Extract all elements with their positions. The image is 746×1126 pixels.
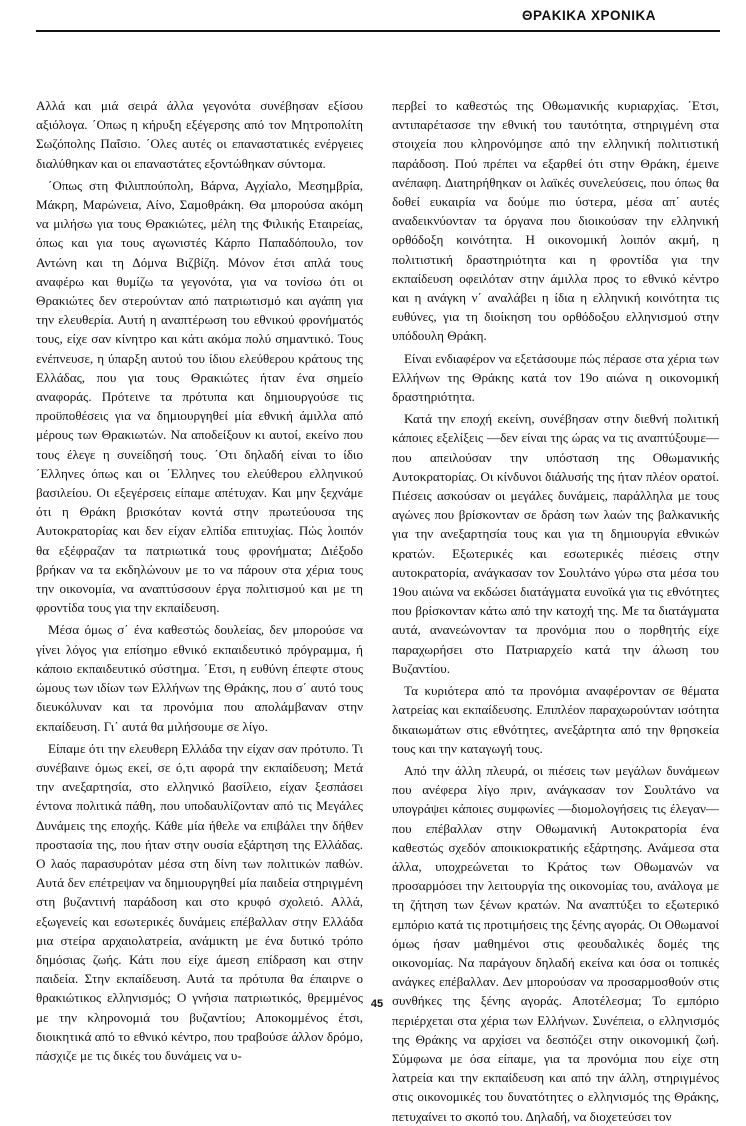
running-header-title: ΘΡΑΚΙΚΑ ΧΡΟΝΙΚΑ <box>521 8 656 23</box>
header-rule <box>36 30 720 32</box>
paragraph: Αλλά και μιά σειρά άλλα γεγονότα συνέβησαν εξίσου αξιόλογα. ΄Οπως η κήρυξη εξέγερσης από τον Μητροπολίτη Σωζόπολης Παΐσιο. ΄Ολες αυτές οι επαναστατικές ενέργειες διαλύθηκαν και οι επαναστάτες εξοντώθηκαν σύντομα. <box>36 98 363 171</box>
paragraph: Είναι ενδιαφέρον να εξετάσουμε πώς πέρασε στα χέρια των Ελλήνων της Θράκης κατά τον 19ο αιώνα η οικονομική δραστηριότητα. <box>392 350 719 405</box>
paragraph: ΄Οπως στη Φιλιππούπολη, Βάρνα, Αγχίαλο, Μεσημβρία, Μάκρη, Μαρώνεια, Αίνο, Σαμοθράκη. Θα μπορούσα ακόμη να μιλήσω για τους Θρακιώτες, μέλη της Φιλικής Εταιρείας, όπως και για τους αγωνιστές Κάρπο Παπαδόπουλο, τον Αντώνη και τη Δόμνα Βιζβίζη. Μόνον έτσι απλά τους αναφέρω και θυμίζω τα γεγονότα, για να τονίσω ότι οι Θρακιώτες δεν στερούνταν από πατριωτισμό και αγάπη για την ελευθερία. Αυτή η αναπτέρωση του εθνικού φρονήματός τους, είχε σαν κίνητρο και κάτι ακόμα πολύ σημαντικό. Τους ενέπνευσε, η ύπαρξη αυτού του ίδιου ελεύθερου κράτους της Ελλάδας, που για τους Θρακιώτες ήταν ένα σημείο αναφοράς. Πρότεινε τα πρότυπα και δημιουργούσε τις προϋποθέσεις για να δημιουργηθεί μία εθνική άμιλλα από μέρους των Θρακιωτών. Να αποδείξουν κι αυτοί, εκείνο που τους έλεγε η συνείδησή τους. ΄Οτι δηλαδή είναι το ίδιο ΄Ελληνες όπως και οι ΄Ελληνες του ελεύθερου ελληνικού βασιλείου. Οι εξεγέρσεις είπαμε απέτυχαν. Και μην ξεχνάμε ότι η Θράκη βρισκόταν κοντά στην πρωτεύουσα της Αυτοκρατορίας και δεν είχαν ελπίδα επιτυχίας. Πώς λοιπόν θα εξέφραζαν τα πατριωτικά τους φρονήματα; Διέξοδο βρήκαν να τα εκδηλώνουν με το να πάρουν στα χέρια τους την οικονομία, να αναπτύσσουν έργα πολιτισμού και με τη φροντίδα τους για την εκπαίδευση. <box>36 177 363 616</box>
paragraph: Από την άλλη πλευρά, οι πιέσεις των μεγάλων δυνάμεων που ανέφερα λίγο πριν, ανάγκασαν τον Σουλτάνο να υπογράψει κάποιες συμφωνίες —διομολογήσεις τις έλεγαν— που επέβαλλαν στην Οθωμανική Αυτοκρατορία ένα καθεστώς σχεδόν αποικιοκρατικής εξάρτησης. Ανάμεσα στα άλλα, υποχρεώνεται το Κράτος των Οθωμανών να προσαρμόσει την λειτουργία της οικονομίας του, ανάλογα με τη ζήτηση των ξένων κρατών. Να αναπτύξει το εξωτερικό εμπόριο κατά τις προτιμήσεις της ξένης αγοράς. Οι Οθωμανοί όμως ήσαν μαθημένοι στις φεουδαλικές δομές της οικονομίας. Να παράγουν δηλαδή εκείνα και όσα οι τοπικές ανάγκες επέβαλλαν. Δεν μπορούσαν να προσαρμοσθούν στις συνθήκες της ξένης αγοράς. Αποτέλεσμα; Το εμπόριο περιέρχεται στα χέρια των Ελλήνων. Συνέπεια, ο ελληνισμός της Θράκης να αρχίσει να δεσπόζει στην οικονομική ζωή. Σύμφωνα με όσα είπαμε, για τα προνόμια που είχε στη λατρεία και την εκπαίδευση και από την άλλη, στηριγμένος στις οικονομικές του δυνατότητες ο ελληνισμός της Θράκης, πετυχαίνει το σκοπό του. Δηλαδή, να διοχετεύσει τον <box>392 762 719 1124</box>
left-column <box>36 96 363 1065</box>
right-column <box>392 96 719 1126</box>
paragraph: Μέσα όμως σ΄ ένα καθεστώς δουλείας, δεν μπορούσε να γίνει λόγος για επίσημο εθνικό εκπαιδευτικό πρόγραμμα, ή κάποιο εκπαιδευτικό σύστημα. ΄Ετσι, η ευθύνη έπεφτε στους ώμους των ιδίων των Ελλήνων της Θράκης, που σ΄ αυτό τους διευκόλυναν και τα προνόμια που απολάμβαναν στην εκπαίδευση. Γι΄ αυτά θα μιλήσουμε σε λίγο. <box>36 622 363 734</box>
paragraph: Είπαμε ότι την ελευθερη Ελλάδα την είχαν σαν πρότυπο. Τι συνέβαινε όμως εκεί, σε ό,τι αφορά την εκπαίδευση; Μετά την ανεξαρτησία, στο ελληνικό βασίλειο, είχαν ξεσπάσει έντονα πολιτικά πάθη, που υποδαυλίζονταν από τις Μεγάλες Δυνάμεις της εποχής. Κάθε μία ήθελε να επιβάλει την δήθεν προστασία της, που ήταν στην ουσία εξάρτηση της Ελλάδας. Ο λαός παρασυρόταν μέσα στη δίνη των πολιτικών παθών. Αυτά δεν επέτρεψαν να δημιουργηθεί μία παιδεία στηριγμένη στη βυζαντινή παράδοση και στο κρυφό σχολειό. Αλλά, εξωγενείς και εσωτερικές δυνάμεις επέβαλλαν στην Ελλάδα μια στείρα αρχαιολατρεία, ανάμικτη με ένα δυτικό τρόπο δημόσιας ζωής. Κάτι που είχε άμεση επίδραση και στην παιδεία. Στην εκπαίδευση. Αυτά τα πρότυπα θα έπαιρνε ο θρακιώτικος ελληνισμός; Ο γνήσια πατριωτικός, θρεμμένος με την κληρονομιά του βυζαντίου; Αποκομμένος έτσι, διοικητικά από το εθνικό κέντρο, που τραβούσε άλλον δρόμο, πάσχιζε με τις δικές του δυνάμεις να υ- <box>36 740 363 1063</box>
paragraph: περβεί το καθεστώς της Οθωμανικής κυριαρχίας. ΄Ετσι, αντιπαρέτασσε την εθνική του ταυτότητα, στηριγμένη στα στοιχεία που κληρονόμησε από την ελληνική πολιτιστική παράδοση. Πού πρέπει να εξαρθεί ότι στην Θράκη, έμεινε ανέπαφη. Διατηρήθηκαν οι λαϊκές συνελεύσεις, που όπως θα δοθεί ευκαιρία να δούμε πιο ύστερα, μέσα απ΄ αυτές αναδεικνύονταν τα όργανα που διοικούσαν την ελληνική ορθόδοξη κοινότητα. Η οικονομική λοιπόν ακμή, η πολιτιστική δραστηριότητα και η φροντίδα για την εκπαίδευση οφειλόταν στην άμιλλα προς το εθνικό κέντρο και η ανάγκη ν΄ αναλάβει η ίδια η ελληνική κοινότητα τις ευθύνες, για τη διοίκηση του ορθόδοξου ελληνισμού στην υπόδουλη Θράκη. <box>392 98 719 344</box>
page-number: 45 <box>370 998 384 1010</box>
paragraph: Κατά την εποχή εκείνη, συνέβησαν στην διεθνή πολιτική κάποιες εξελίξεις —δεν είναι της ώρας να τις αναπτύξουμε— που απειλούσαν την υπόσταση της Οθωμανικής Αυτοκρατορίας. Οι κίνδυνοι διάλυσής της ήταν πλέον ορατοί. Πιέσεις ασκούσαν οι μεγάλες δυνάμεις, παράλληλα με τους αγώνες που βρίσκονταν σε δράση των λαών της βαλκανικής για την ανεξαρτησία τους και για τη δημιουργία εθνικών κρατών. Εξωτερικές και εσωτερικές πιέσεις στην αυτοκρατορία, ανάγκασαν τον Σουλτάνο γύρω στα μέσα του 19ου αιώνα να εκδώσει διατάγματα ευνοϊκά για τις εθνότητες που βρίσκονταν κάτω από την κατοχή της. Με τα διατάγματα αυτά, ανανεώνονταν τα προνόμια που ο πορθητής είχε παραχωρήσει στο Πατριαρχείο κατά την άλωση του Βυζαντίου. <box>392 411 719 676</box>
paragraph: Τα κυριότερα από τα προνόμια αναφέρονταν σε θέματα λατρείας και εκπαίδευσης. Επιπλέον παραχωρούνταν ισότητα δικαιωμάτων στις εθνότητες, ανεξάρτητα από την θρησκεία τους και την καταγωγή τους. <box>392 683 719 756</box>
